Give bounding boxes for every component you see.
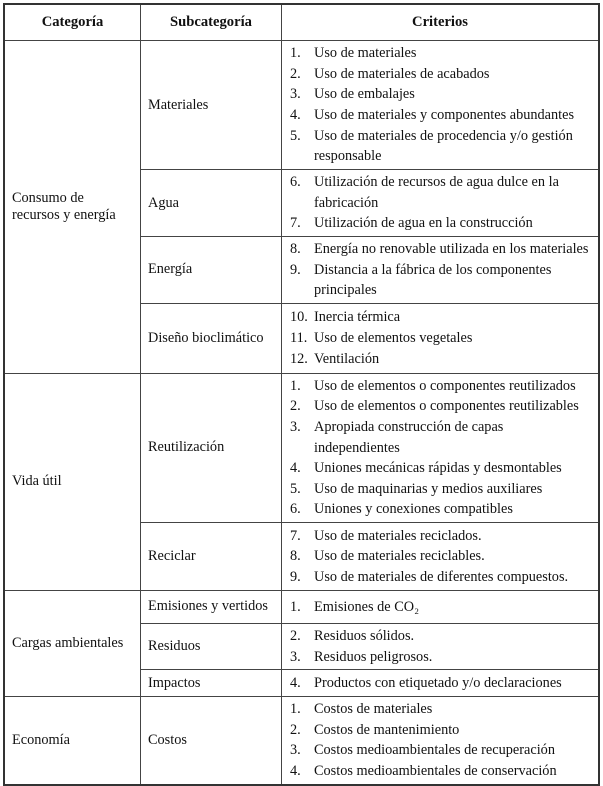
criterion-text: Ventilación [314,350,380,367]
criterion-item [290,84,592,105]
subcategory-cell: Reciclar [141,522,282,590]
criterion-item [290,546,592,567]
criterion-number: 4. [290,460,301,477]
criterion-number: 10. [290,309,308,326]
criterion-number: 7. [290,527,301,544]
subcategory-cell: Diseño bioclimático [141,303,282,373]
criterion-number: 7. [290,215,301,232]
subcategory-cell: Agua [141,170,282,237]
criterion-text: Uso de materiales reciclados. [314,527,482,544]
category-cell: Cargas ambientales [4,590,141,696]
criteria-cell [282,373,600,522]
criterion-number: 4. [290,674,301,691]
criterion-item [290,479,592,500]
criterion-item [290,740,592,761]
criterion-text: Productos con etiquetado y/o declaraciones [314,674,562,691]
criterion-item [290,328,592,349]
criterion-text: Uniones y conexiones compatibles [314,501,513,518]
criterion-number: 5. [290,480,301,497]
criterion-text: Uniones mecánicas rápidas y desmontables [314,460,562,477]
criteria-cell [282,623,600,669]
criterion-item [290,673,592,694]
criterion-number: 8. [290,548,301,565]
criterion-text: Uso de maquinarias y medios auxiliares [314,480,543,497]
criterion-number: 2. [290,65,301,82]
criterion-number: 11. [290,329,308,346]
criterion-text: Uso de materiales reciclables. [314,548,485,565]
criterion-item [290,64,592,85]
criterion-text: Costos de materiales [314,701,433,718]
criterion-item [290,213,592,234]
criterion-text: Uso de materiales de procedencia y/o gestión responsable [314,127,573,165]
criterion-item [290,239,592,260]
criterion-text: Uso de elementos vegetales [314,329,473,346]
category-cell: Economía [4,697,141,785]
subcategory-cell: Impactos [141,670,282,697]
criterion-item [290,499,592,520]
criterion-item [290,307,592,328]
header-row [4,4,599,41]
criteria-cell [282,697,600,785]
header-criterios: Criterios [282,4,600,41]
criterion-item [290,260,592,301]
subcategory-cell: Materiales [141,41,282,170]
criterion-text: Inercia térmica [314,309,401,326]
table-row [4,41,599,170]
criterion-number: 3. [290,86,301,103]
criterion-number: 1. [290,45,301,62]
criterion-number: 4. [290,107,301,123]
criterion-item [290,597,592,618]
table-row [4,697,599,785]
criterion-item [290,417,592,458]
criterion-text: Utilización de recursos de agua dulce en la fabricación [314,174,559,211]
table-row [4,373,599,522]
criterion-text: Distancia a la fábrica de los componentes principales [314,261,552,299]
criteria-cell [282,170,600,237]
criterion-number: 1. [290,701,301,718]
criterion-text: Utilización de agua en la construcción [314,215,533,232]
header-categoria: Categoría [4,4,141,41]
subcategory-cell: Residuos [141,623,282,669]
criterion-item [290,105,592,126]
criterion-number: 2. [290,398,301,415]
criterion-item [290,526,592,547]
criterion-text: Costos medioambientales de recuperación [314,742,555,759]
subcategory-cell: Reutilización [141,373,282,522]
criterion-text: Uso de materiales y componentes abundantes [314,107,575,123]
category-cell: Vida útil [4,373,141,590]
criterion-text: Emisiones de CO₂ [314,598,420,615]
subcategory-cell: Emisiones y vertidos [141,590,282,623]
criterion-number: 9. [290,568,301,585]
criterion-text: Uso de embalajes [314,86,415,103]
criterion-text: Costos de mantenimiento [314,721,460,738]
criterion-text: Residuos sólidos. [314,627,415,644]
criterion-item [290,567,592,588]
criterion-number: 6. [290,174,301,191]
criteria-table [3,3,600,786]
criterion-number: 2. [290,721,301,738]
criterion-item [290,396,592,417]
criterion-item [290,720,592,741]
criterion-text: Uso de materiales de diferentes compuestos. [314,568,569,585]
table-row [4,590,599,623]
criterion-item [290,626,592,647]
criterion-number: 5. [290,127,301,144]
criterion-text: Uso de elementos o componentes reutilizables [314,398,579,415]
criterion-text: Energía no renovable utilizada en los materiales [314,241,589,257]
criterion-item [290,458,592,479]
header-subcategoria: Subcategoría [141,4,282,41]
criterion-item [290,172,592,213]
criterion-number: 2. [290,627,301,644]
criterion-number: 4. [290,762,301,779]
criterion-item [290,376,592,397]
criterion-text: Apropiada construcción de capas independientes [314,418,504,456]
criterion-text: Residuos peligrosos. [314,648,433,665]
criteria-cell [282,237,600,304]
category-cell: Consumo de recursos y energía [4,41,141,374]
criterion-item [290,126,592,167]
criterion-text: Uso de materiales [314,45,417,62]
criterion-number: 3. [290,648,301,665]
criterion-item [290,761,592,782]
criteria-cell [282,670,600,697]
criterion-number: 1. [290,598,301,615]
criterion-number: 3. [290,742,301,759]
criteria-cell [282,590,600,623]
criterion-number: 8. [290,241,301,257]
criterion-item [290,43,592,64]
criterion-number: 6. [290,501,301,518]
criterion-text: Uso de elementos o componentes reutilizados [314,377,576,394]
criterion-number: 9. [290,261,301,278]
subcategory-cell: Costos [141,697,282,785]
criterion-number: 12. [290,350,308,367]
criteria-cell [282,41,600,170]
criterion-number: 3. [290,418,301,435]
criterion-text: Uso de materiales de acabados [314,65,490,82]
criterion-number: 1. [290,377,301,394]
criterion-item [290,699,592,720]
criterion-item [290,647,592,668]
criteria-cell [282,522,600,590]
criterion-text: Costos medioambientales de conservación [314,762,557,779]
criterion-item [290,349,592,370]
subcategory-cell: Energía [141,237,282,304]
criteria-cell [282,303,600,373]
